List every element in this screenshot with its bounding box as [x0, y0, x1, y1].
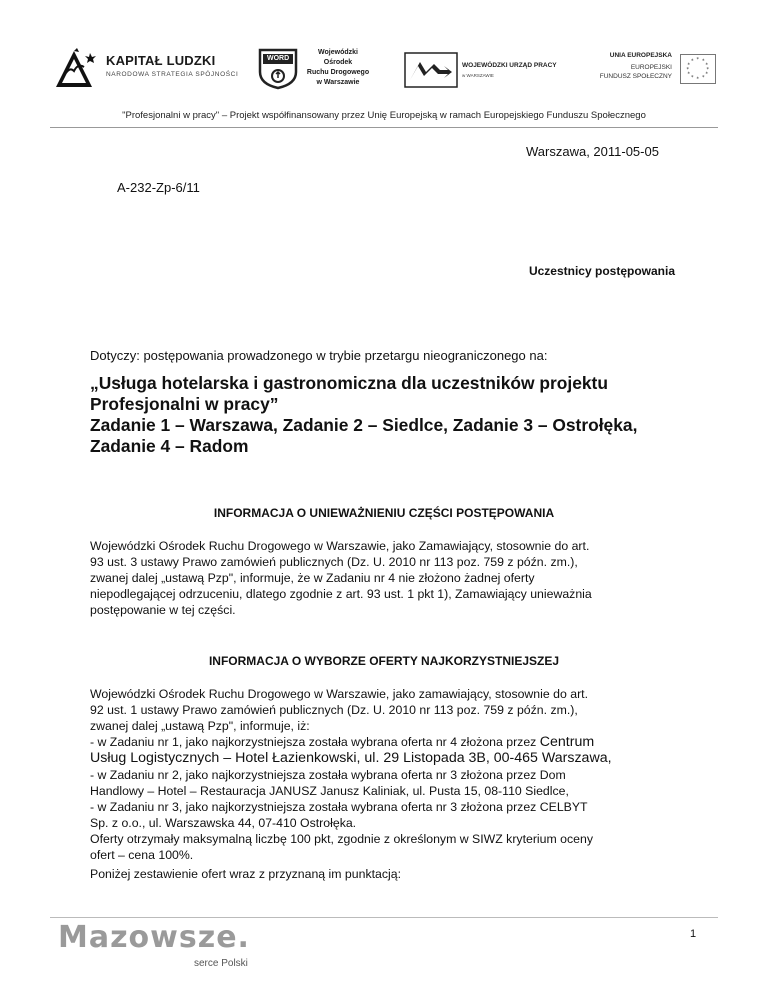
- paragraph-line: - w Zadaniu nr 2, jako najkorzystniejsza została wybrana oferta nr 3 złożona przez Dom: [90, 768, 566, 782]
- paragraph-line: Wojewódzki Ośrodek Ruchu Drogowego w Warszawie, jako Zamawiający, stosownie do art.: [90, 539, 590, 553]
- closing-line: Poniżej zestawienie ofert wraz z przyznaną im punktacją:: [90, 867, 401, 881]
- paragraph-line: 92 ust. 1 ustawy Prawo zamówień publicznych (Dz. U. 2010 nr 113 poz. 759 z późn. zm.),: [90, 703, 578, 717]
- paragraph-line: niepodlegającej odrzuceniu, dlatego zgodnie z art. 93 ust. 1 pkt 1), Zamawiający unieważnia: [90, 587, 592, 601]
- project-cofinancing-line: "Profesjonalni w pracy" – Projekt współfinansowany przez Unię Europejską w ramach Europejskiego Funduszu Społecznego: [122, 110, 646, 121]
- eu-flag-icon: [680, 54, 716, 84]
- svg-text:*: *: [696, 57, 699, 63]
- eu-fund: [588, 63, 672, 81]
- task1-text: - w Zadaniu nr 1, jako najkorzystniejsza została wybrana oferta nr 4 złożona przez: [90, 735, 540, 749]
- word-name-line2: Ruchu Drogowego: [306, 69, 370, 76]
- footer-divider: [50, 917, 718, 918]
- paragraph-line: zwanej dalej „ustawą Pzp", informuje, że w Zadaniu nr 4 nie złożono żadnej oferty: [90, 571, 535, 585]
- svg-text:*: *: [696, 76, 699, 83]
- tender-title: [90, 373, 676, 457]
- svg-text:*: *: [706, 67, 709, 73]
- eu-logo: [588, 48, 718, 92]
- section-selection-paragraph: [90, 686, 676, 863]
- svg-text:*: *: [702, 75, 705, 81]
- svg-text:*: *: [686, 67, 689, 73]
- kapital-ludzki-emblem-icon: [52, 47, 100, 91]
- paragraph-line: Handlowy – Hotel – Restauracja JANUSZ Janusz Kaliniak, ul. Pusta 15, 08-110 Siedlce,: [90, 784, 569, 798]
- svg-text:*: *: [687, 71, 690, 78]
- tender-title-line: Zadanie 1 – Warszawa, Zadanie 2 – Siedlce, Zadanie 3 – Ostrołęka,: [90, 415, 638, 435]
- mazowsze-tagline: serce Polski: [194, 958, 248, 969]
- svg-text:*: *: [691, 75, 694, 81]
- word-badge-text: WORD: [267, 55, 290, 62]
- word-logo: [256, 46, 376, 90]
- paragraph-line: Wojewódzki Ośrodek Ruchu Drogowego w Warszawie, jako zamawiający, stosownie do art.: [90, 687, 588, 701]
- word-badge-icon: [256, 46, 300, 90]
- section-cancellation-paragraph: [90, 538, 676, 618]
- tender-title-line: Profesjonalni w pracy”: [90, 394, 279, 414]
- recipients: Uczestnicy postępowania: [528, 264, 675, 278]
- svg-text:*: *: [705, 71, 708, 78]
- page-number: 1: [690, 928, 697, 940]
- kapital-ludzki-title: KAPITAŁ LUDZKI: [106, 53, 216, 68]
- paragraph-line: ofert – cena 100%.: [90, 848, 194, 862]
- word-name-line3: w Warszawie: [316, 79, 360, 86]
- svg-text:*: *: [702, 58, 705, 65]
- eu-fund-line1: EUROPEJSKI: [630, 64, 672, 71]
- paragraph-line: Oferty otrzymały maksymalną liczbę 100 pkt, zgodnie z określonym w SIWZ kryterium oceny: [90, 832, 593, 846]
- wup-logo: [404, 52, 574, 88]
- tender-title-line: Zadanie 4 – Radom: [90, 436, 249, 456]
- header-divider: [50, 127, 718, 128]
- eu-name: UNIA EUROPEJSKA: [609, 52, 672, 59]
- word-name: [304, 48, 372, 88]
- subject-intro: Dotyczy: postępowania prowadzonego w trybie przetargu nieograniczonego na:: [90, 348, 548, 363]
- paragraph-line: postępowanie w tej części.: [90, 603, 236, 617]
- svg-text:*: *: [705, 62, 708, 69]
- word-name-line1: Wojewódzki Ośrodek: [318, 49, 358, 66]
- kapital-ludzki-subtitle: NARODOWA STRATEGIA SPÓJNOŚCI: [106, 71, 239, 78]
- tender-title-line: „Usługa hotelarska i gastronomiczna dla uczestników projektu: [90, 373, 608, 393]
- reference-number: A-232-Zp-6/11: [117, 180, 200, 195]
- section-selection-heading: INFORMACJA O WYBORZE OFERTY NAJKORZYSTNIEJSZEJ: [208, 654, 560, 668]
- paragraph-line: zwanej dalej „ustawą Pzp", informuje, iż:: [90, 719, 310, 733]
- mazowsze-brand: Mazowsze.: [58, 920, 250, 955]
- eu-fund-line2: FUNDUSZ SPOŁECZNY: [599, 73, 672, 80]
- task1-winner-line: Usług Logistycznych – Hotel Łazienkowski, ul. 29 Listopada 3B, 00-465 Warszawa,: [90, 750, 612, 766]
- wup-city: w WARSZAWIE: [462, 73, 494, 78]
- svg-text:*: *: [691, 58, 694, 65]
- svg-text:*: *: [687, 62, 690, 69]
- paragraph-line: - w Zadaniu nr 3, jako najkorzystniejsza została wybrana oferta nr 3 złożona przez CELBYT: [90, 800, 588, 814]
- section-cancellation-heading: INFORMACJA O UNIEWAŻNIENIU CZĘŚCI POSTĘPOWANIA: [213, 506, 555, 520]
- mazowsze-logo: [58, 920, 278, 980]
- wup-name: WOJEWÓDZKI URZĄD PRACY: [462, 62, 557, 69]
- wup-arrow-icon: [404, 52, 458, 88]
- paragraph-line: Sp. z o.o., ul. Warszawska 44, 07-410 Ostrołęka.: [90, 816, 357, 830]
- paragraph-line: [90, 734, 676, 750]
- letter-date: Warszawa, 2011-05-05: [526, 144, 659, 159]
- task1-winner-start: Centrum: [539, 734, 595, 750]
- kapital-ludzki-logo: [52, 47, 242, 91]
- paragraph-line: 93 ust. 3 ustawy Prawo zamówień publicznych (Dz. U. 2010 nr 113 poz. 759 z późn. zm.),: [90, 555, 578, 569]
